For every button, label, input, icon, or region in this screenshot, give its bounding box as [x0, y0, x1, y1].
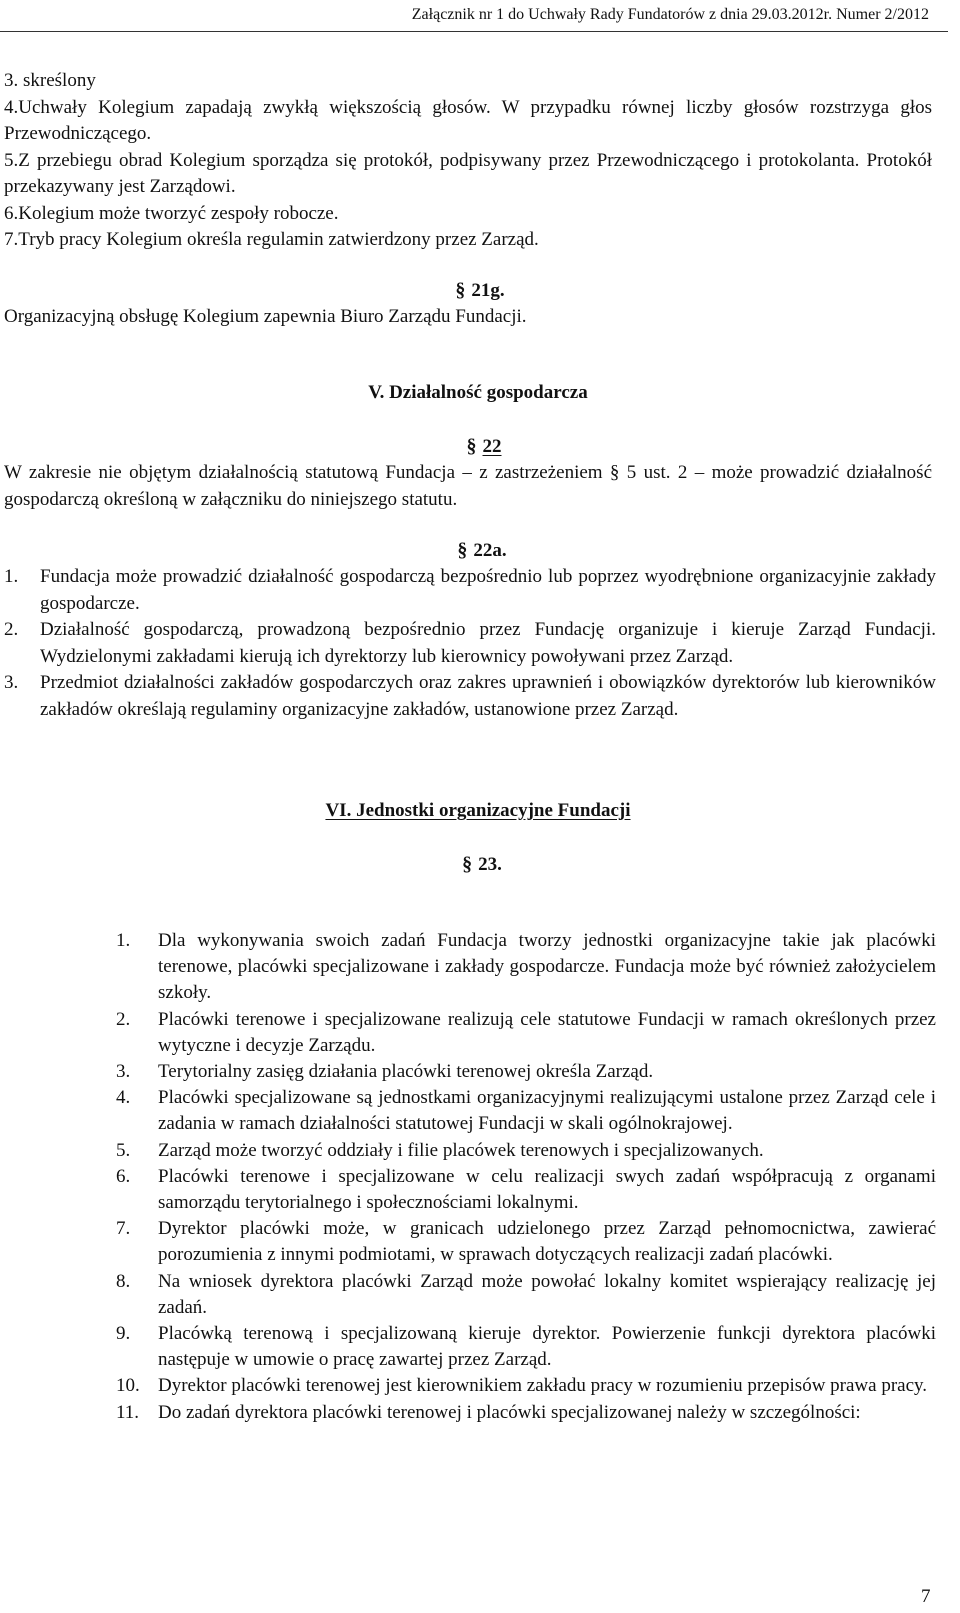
- chapter-5-title: V. Działalność gospodarcza: [368, 382, 588, 403]
- list-item: [116, 1400, 936, 1426]
- list-item-number: 3.: [4, 672, 19, 693]
- section-21g-text: Organizacyjną obsługę Kolegium zapewnia Biuro Zarządu Fundacji.: [4, 306, 527, 327]
- list-item-text: Działalność gospodarczą, prowadzoną bezpośrednio przez Fundację organizuje i kieruje Zarząd Fundacji. Wydzielonymi zakładami kierują ich dyrektorzy lub kierownicy powoływani przez Zarząd.: [40, 619, 936, 667]
- section-23-heading: [4, 851, 948, 879]
- list-item-number: 1.: [116, 930, 131, 951]
- list-item: [4, 617, 936, 670]
- chapter-6-title: [4, 798, 944, 825]
- section-number: 21g.: [471, 280, 505, 301]
- section-23-list: [116, 928, 936, 1426]
- list-item-number: 6.: [116, 1165, 131, 1187]
- intro-item-4: 4.Uchwały Kolegium zapadają zwykłą większością głosów. W przypadku równej liczby głosów rozstrzyga głos Przewodniczącego.: [4, 96, 932, 144]
- list-item: [116, 1269, 936, 1321]
- list-item-number: 8.: [116, 1270, 131, 1292]
- list-item: [116, 1085, 936, 1137]
- list-item-text: Terytorialny zasięg działania placówki terenowej określa Zarząd.: [158, 1061, 654, 1083]
- section-number: 23.: [478, 854, 502, 875]
- list-item: [116, 928, 936, 1007]
- intro-section: [4, 68, 936, 254]
- list-item-text: Zarząd może tworzyć oddziały i filie placówek terenowych i specjalizowanych.: [158, 1139, 764, 1161]
- list-item-text: Na wniosek dyrektora placówki Zarząd może powołać lokalny komitet wspierający realizację jej zadań.: [158, 1270, 936, 1318]
- list-item-text: Dla wykonywania swoich zadań Fundacja tworzy jednostki organizacyjne takie jak placówki terenowe, placówki specjalizowane i zakłady gospodarcze. Fundacja może być również założycielem szkoły.: [158, 930, 936, 1004]
- list-item-text: Placówki specjalizowane są jednostkami organizacyjnymi realizującymi ustalone przez Zarząd cele i zadania w ramach działalności statutowej Fundacji w skali ogólnokrajowej.: [158, 1087, 936, 1135]
- section-symbol: §: [462, 853, 473, 875]
- section-22a-list: [4, 564, 936, 723]
- intro-item-5: 5.Z przebiegu obrad Kolegium sporządza się protokół, podpisywany przez Przewodniczącego i protokolanta. Protokół przekazywany jest Zarządowi.: [4, 149, 932, 197]
- list-item: [116, 1373, 936, 1399]
- list-item-number: 1.: [4, 566, 19, 587]
- chapter-6-title-text: VI. Jednostki organizacyjne Fundacji: [325, 800, 631, 821]
- list-item-number: 10.: [116, 1375, 140, 1397]
- list-item-text: Do zadań dyrektora placówki terenowej i placówki specjalizowanej należy w szczególności:: [158, 1401, 861, 1423]
- intro-item-3: 3. skreślony: [4, 70, 96, 91]
- section-22a-heading: [4, 537, 948, 565]
- list-item: [116, 1216, 936, 1268]
- section-symbol: §: [466, 435, 477, 457]
- section-21g-heading: [4, 277, 946, 305]
- list-item-text: Placówki terenowe i specjalizowane w celu realizacji swych zadań współpracują z organami samorządu terytorialnego i społecznościami lokalnymi.: [158, 1165, 936, 1214]
- list-item-text: Dyrektor placówki terenowej jest kierownikiem zakładu pracy w rozumieniu przepisów prawa pracy.: [158, 1375, 928, 1397]
- document-header: Załącznik nr 1 do Uchwały Rady Fundatorów z dnia 29.03.2012r. Numer 2/2012: [411, 6, 929, 23]
- list-item-number: 7.: [116, 1218, 131, 1240]
- list-item: [116, 1007, 936, 1059]
- list-item-text: Placówki terenowe i specjalizowane realizują cele statutowe Fundacji w ramach określonych przez wytyczne i decyzje Zarządu.: [158, 1008, 936, 1056]
- header-rule: [0, 31, 948, 32]
- section-number: 22a.: [473, 540, 507, 561]
- list-item-number: 2.: [116, 1008, 131, 1030]
- section-symbol: §: [455, 279, 466, 301]
- list-item: [4, 670, 936, 723]
- list-item: [116, 1138, 936, 1164]
- section-symbol: §: [457, 539, 468, 561]
- list-item-number: 9.: [116, 1323, 131, 1345]
- section-22-text: W zakresie nie objętym działalnością statutową Fundacja – z zastrzeżeniem § 5 ust. 2 – może prowadzić działalność gospodarczą określoną w załączniku do niniejszego statutu.: [4, 462, 932, 510]
- intro-item-6: 6.Kolegium może tworzyć zespoły robocze.: [4, 202, 339, 224]
- page-number: 7: [921, 1586, 931, 1607]
- list-item: [116, 1059, 936, 1085]
- section-22-heading: [4, 433, 950, 461]
- list-item: [116, 1164, 936, 1216]
- list-item: [116, 1321, 936, 1373]
- list-item-text: Przedmiot działalności zakładów gospodarczych oraz zakres uprawnień i obowiązków dyrektorów lub kierowników zakładów określają regulaminy organizacyjne zakładów, ustanowione przez Zarząd.: [40, 672, 936, 720]
- list-item-text: Fundacja może prowadzić działalność gospodarczą bezpośrednio lub poprzez wyodrębnione organizacyjnie zakłady gospodarcze.: [40, 566, 936, 614]
- list-item-number: 4.: [116, 1087, 131, 1109]
- list-item: [4, 564, 936, 617]
- list-item-number: 11.: [116, 1401, 140, 1423]
- list-item-number: 3.: [116, 1061, 131, 1083]
- section-number: 22: [482, 436, 502, 457]
- list-item-number: 5.: [116, 1139, 131, 1161]
- list-item-text: Dyrektor placówki może, w granicach udzielonego przez Zarząd pełnomocnictwa, zawierać porozumienia z innymi podmiotami, w sprawach dotyczących realizacji zadań placówki.: [158, 1218, 936, 1266]
- list-item-text: Placówką terenową i specjalizowaną kieruje dyrektor. Powierzenie funkcji dyrektora placówki następuje w umowie o pracę zawartej przez Zarząd.: [158, 1323, 936, 1371]
- list-item-number: 2.: [4, 619, 19, 640]
- intro-item-7: 7.Tryb pracy Kolegium określa regulamin zatwierdzony przez Zarząd.: [4, 229, 539, 250]
